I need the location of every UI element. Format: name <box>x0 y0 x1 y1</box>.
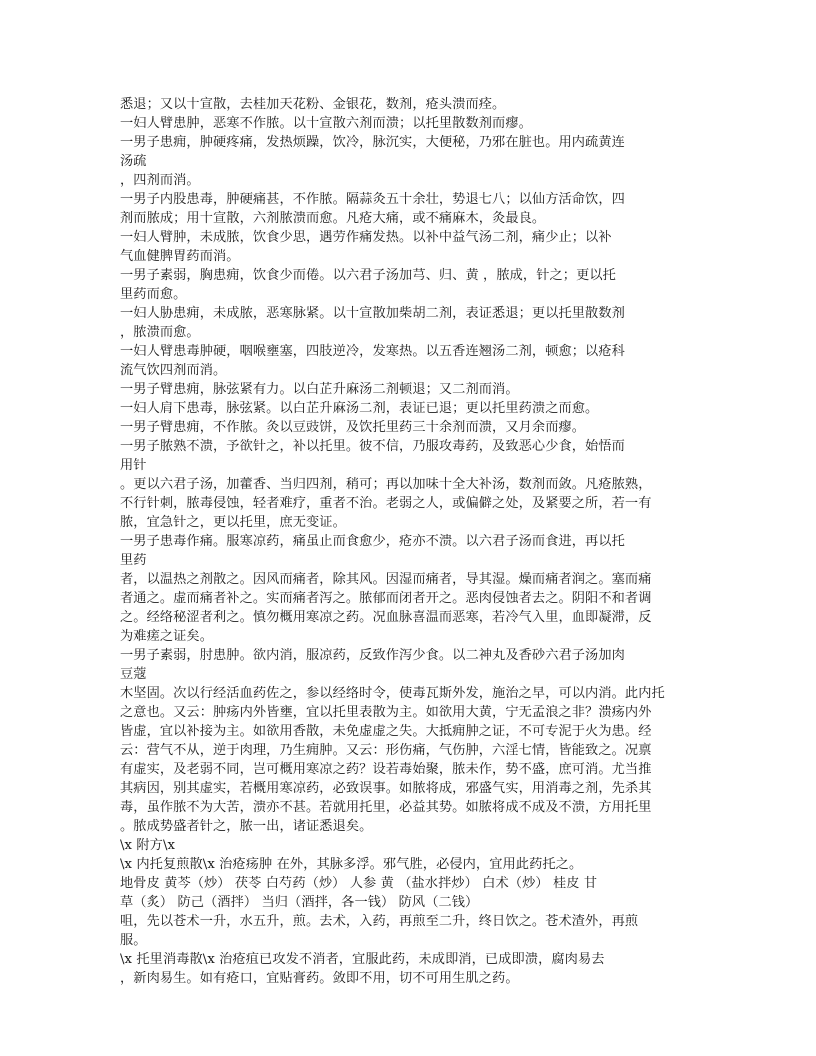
text-line: 一男子素弱，肘患肿。欲内消，服凉药，反致作泻少食。以二神丸及香砂六君子汤加肉 <box>120 648 625 663</box>
text-line: 一男子脓熟不溃，予欲针之，补以托里。彼不信，乃服攻毒药，及致恶心少食，始悟而 <box>120 439 625 454</box>
text-line: 脓，宜急针之，更以托里，庶无变证。 <box>120 515 346 530</box>
text-line: \x 托里消毒散\x 治疮疽已攻发不消者，宜服此药，未成即消，已成即溃，腐肉易去 <box>120 952 605 967</box>
document-body <box>120 95 700 988</box>
text-line: 一妇人臂患肿，恶寒不作脓。以十宣散六剂而溃；以托里散数剂而瘳。 <box>120 116 532 131</box>
text-line: 里药 <box>120 553 147 568</box>
text-line: 里药而愈。 <box>120 287 187 302</box>
text-line: 云：营气不从，逆于肉理，乃生痈肿。又云：形伤痛，气伤肿，六淫七情，皆能致之。况禀 <box>120 743 652 758</box>
text-line: 木坚固。次以行经活血药佐之，参以经络时令，使毒瓦斯外发，施治之早，可以内消。此内托 <box>120 686 665 701</box>
text-line: 有虚实，及老弱不同，岂可概用寒凉之药？设若毒始聚，脓未作，势不盛，庶可消。尤当推 <box>120 762 652 777</box>
text-line: 一男子臂患痈，脉弦紧有力。以白芷升麻汤二剂顿退；又二剂而消。 <box>120 382 519 397</box>
text-line: 。更以六君子汤，加藿香、当归四剂，稍可；再以加味十全大补汤，数剂而敛。凡疮脓熟， <box>120 477 652 492</box>
text-line: ，脓溃而愈。 <box>120 325 200 340</box>
text-line: 毒，虽作脓不为大苦，溃亦不甚。若就用托里，必益其势。如脓将成不成及不溃，方用托里 <box>120 800 652 815</box>
text-line: 一妇人臂患毒肿硬，咽喉壅塞，四肢逆冷，发寒热。以五香连翘汤二剂，顿愈；以疮科 <box>120 344 625 359</box>
text-line: 之意也。又云：肿疡内外皆壅，宜以托里表散为主。如欲用大黄，宁无孟浪之非？溃疡内外 <box>120 705 652 720</box>
text-line: 剂而脓成；用十宣散，六剂脓溃而愈。凡疮大痛，或不痛麻木，灸最良。 <box>120 211 546 226</box>
text-line: 。脓成势盛者针之，脓一出，诸证悉退矣。 <box>120 819 373 834</box>
text-line: 者，以温热之剂散之。因风而痛者，除其风。因湿而痛者，导其湿。燥而痛者润之。塞而痛 <box>120 572 652 587</box>
text-line: 之。经络秘涩者利之。慎勿概用寒凉之药。况血脉喜温而恶寒，若冷气入里，血即凝滞，反 <box>120 610 652 625</box>
text-line: 一妇人臂肿，未成脓，饮食少思，遇劳作痛发热。以补中益气汤二剂，痛少止；以补 <box>120 230 612 245</box>
text-line: 一男子内股患毒，肿硬痛甚，不作脓。隔蒜灸五十余壮，势退七八；以仙方活命饮，四 <box>120 192 625 207</box>
text-line: 气血健脾胃药而消。 <box>120 249 240 264</box>
text-line: \x 内托复煎散\x 治疮疡肿 在外，其脉多浮。邪气胜，必侵内，宜用此药托之。 <box>120 857 583 872</box>
text-line: 其病因，别其虚实，若概用寒凉药，必致误事。如脓将成，邪盛气实，用消毒之剂，先杀其 <box>120 781 652 796</box>
text-line: 一男子臂患痈，不作脓。灸以豆豉饼，及饮托里药三十余剂而溃，又月余而瘳。 <box>120 420 586 435</box>
text-line: 草（炙） 防己（酒拌） 当归（酒拌，各一钱） 防风（二钱） <box>120 895 479 910</box>
text-line: 一男子患毒作痛。服寒凉药，痛虽止而食愈少，疮亦不溃。以六君子汤而食进，再以托 <box>120 534 625 549</box>
text-line: 悉退；又以十宣散，去桂加天花粉、金银花，数剂，疮头溃而痊。 <box>120 97 506 112</box>
text-line: 一男子素弱，胸患痈，饮食少而倦。以六君子汤加芎、归、黄 ，脓成，针之；更以托 <box>120 268 616 283</box>
text-line: 用针 <box>120 458 147 473</box>
text-line: 者通之。虚而痛者补之。实而痛者泻之。脓郁而闭者开之。恶肉侵蚀者去之。阴阳不和者调 <box>120 591 652 606</box>
text-line: 豆蔻 <box>120 667 147 682</box>
text-line: ，四剂而消。 <box>120 173 200 188</box>
text-line: 一男子患痈，肿硬疼痛，发热烦躁，饮冷，脉沉实，大便秘，乃邪在脏也。用内疏黄连 <box>120 135 625 150</box>
text-line: 一妇人肩下患毒，脉弦紧。以白芷升麻汤二剂，表证已退；更以托里药溃之而愈。 <box>120 401 599 416</box>
text-line: 皆虚，宜以补接为主。如欲用香散，未免虚虚之失。大抵痈肿之证，不可专泥于火为患。经 <box>120 724 652 739</box>
text-line: 咀，先以苍术一升，水五升，煎。去术，入药，再煎至二升，终日饮之。苍术渣外，再煎 <box>120 914 639 929</box>
text-line: 为难瘥之证矣。 <box>120 629 214 644</box>
text-line: ，新肉易生。如有疮口，宜贴膏药。敛即不用，切不可用生肌之药。 <box>120 971 519 986</box>
text-line: 汤疏 <box>120 154 147 169</box>
text-line: 不行针刺，脓毒侵蚀，轻者难疗，重者不治。老弱之人，或偏僻之处，及紧要之所，若一有 <box>120 496 652 511</box>
text-line: 地骨皮 黄芩（炒） 茯苓 白芍药（炒） 人参 黄 （盐水拌炒） 白术（炒） 桂皮 甘 <box>120 876 598 891</box>
text-line: \x 附方\x <box>120 838 176 853</box>
text-line: 流气饮四剂而消。 <box>120 363 227 378</box>
text-line: 服。 <box>120 933 147 948</box>
text-line: 一妇人胁患痈，未成脓，恶寒脉紧。以十宣散加柴胡二剂，表证悉退；更以托里散数剂 <box>120 306 625 321</box>
